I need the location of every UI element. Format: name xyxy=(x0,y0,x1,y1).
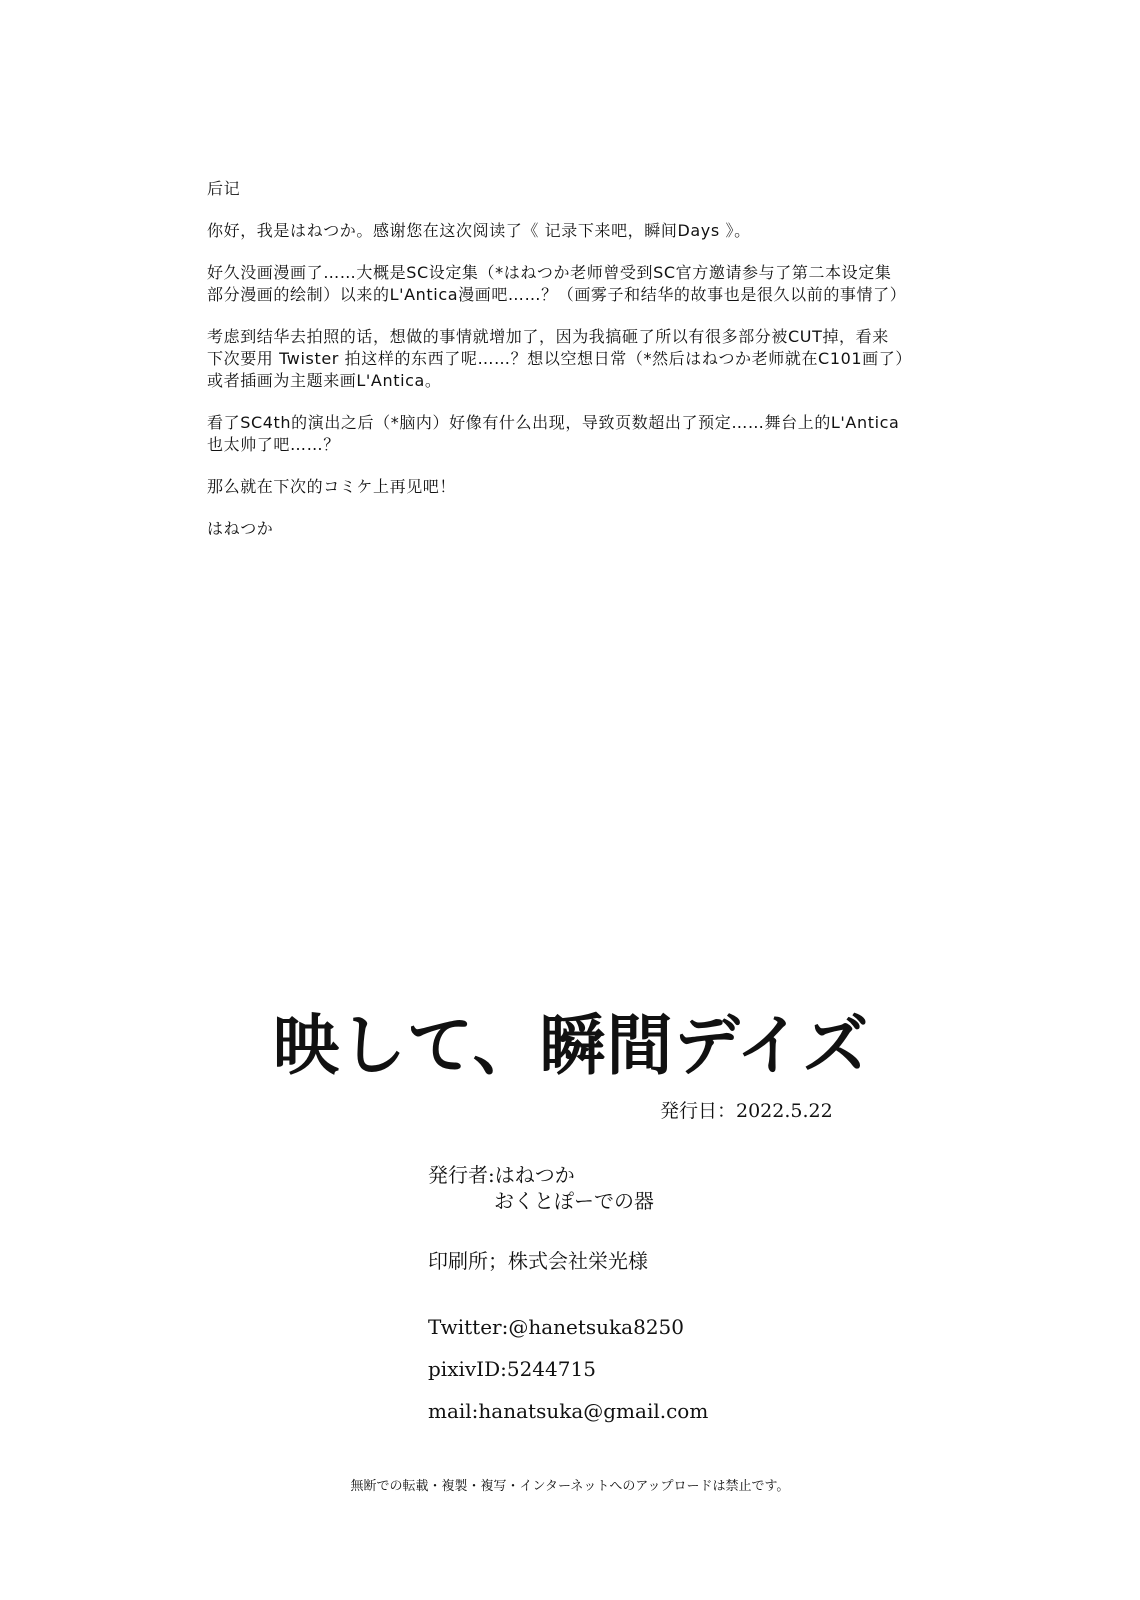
book-title: 映して、瞬間デイズ xyxy=(273,1007,870,1084)
afterword-heading: 后记 xyxy=(207,179,241,198)
colophon xyxy=(428,1162,848,1424)
publisher-line-2: おくとぽーでの器 xyxy=(494,1189,654,1213)
mail-address: mail:hanatsuka@gmail.com xyxy=(428,1399,709,1423)
afterword-paragraph-4: 看了SC4th的演出之后（*脑内）好像有什么出现，导致页数超出了预定……舞台上的L'Antica 也太帅了吧……？ xyxy=(207,413,900,454)
copyright-notice: 無断での転載・複製・複写・インターネットへのアップロードは禁止です。 xyxy=(350,1479,790,1494)
afterword-paragraph-3: 考虑到结华去拍照的话，想做的事情就增加了，因为我搞砸了所以有很多部分被CUT掉，看来 下次要用 Twister 拍这样的东西了呢……？想以空想日常（*然后はねつか老师就在C101画了） 或者插画为主题来画L'Antica。 xyxy=(207,327,912,390)
pixiv-id: pixivID:5244715 xyxy=(428,1357,596,1381)
afterword-paragraph-1: 你好，我是はねつか。感谢您在这次阅读了《 记录下来吧，瞬间Days 》。 xyxy=(207,221,751,240)
afterword-section xyxy=(207,178,1007,540)
afterword-paragraph-2: 好久没画漫画了……大概是SC设定集（*はねつか老师曾受到SC官方邀请参与了第二本设定集 部分漫画的绘制）以来的L'Antica漫画吧……？（画雾子和结华的故事也是很久以前的事情了） xyxy=(207,263,907,304)
issue-date: 発行日：2022.5.22 xyxy=(660,1100,833,1122)
afterword-paragraph-5: 那么就在下次的コミケ上再见吧！ xyxy=(207,477,457,496)
afterword-signature: はねつか xyxy=(207,519,274,538)
printer-line: 印刷所；株式会社栄光様 xyxy=(428,1249,648,1273)
publisher-line-1: 発行者:はねつか xyxy=(428,1163,575,1187)
twitter-handle: Twitter:@hanetsuka8250 xyxy=(428,1315,684,1339)
